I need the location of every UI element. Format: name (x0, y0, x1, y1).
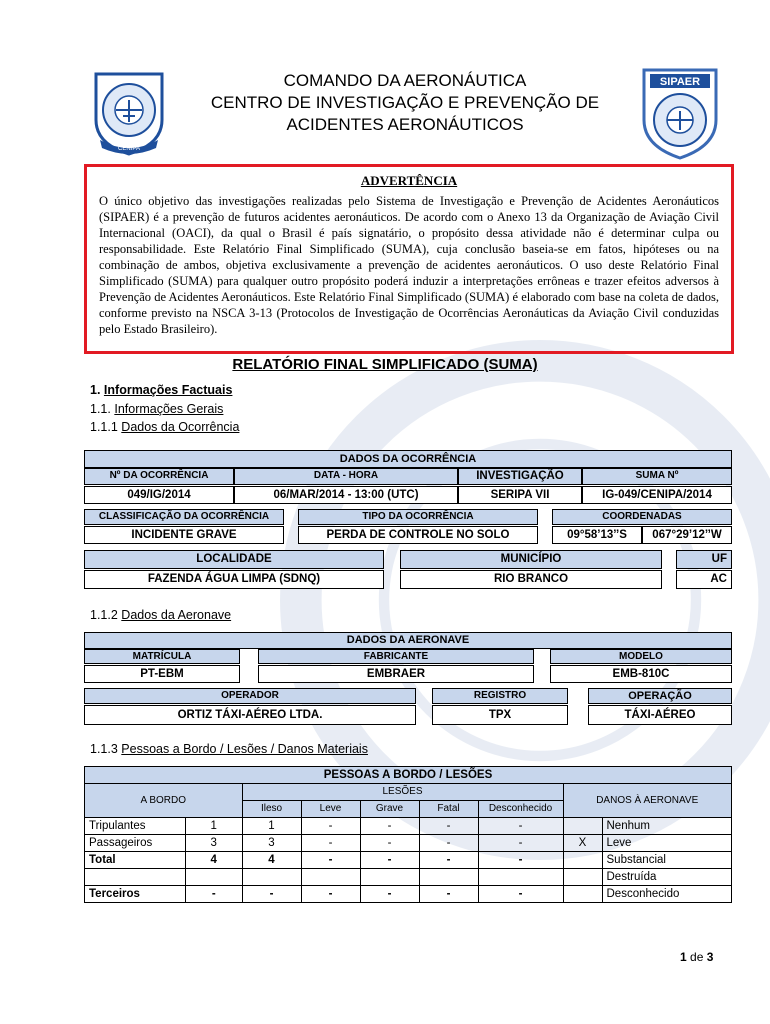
label-record: REGISTRO (432, 688, 568, 704)
table-cell: Total (85, 852, 186, 869)
table-row (85, 886, 732, 903)
aircraft-band: DADOS DA AERONAVE (84, 632, 732, 649)
table-row (85, 869, 732, 886)
aircraft-operation: TÁXI-AÉREO (588, 705, 732, 725)
people-table (84, 766, 732, 903)
label-occurrence-number: Nº DA OCORRÊNCIA (84, 468, 234, 485)
cenipa-logo (92, 70, 166, 156)
label-uf: UF (676, 550, 732, 569)
table-cell (301, 869, 360, 886)
label-occurrence-type: TIPO DA OCORRÊNCIA (298, 509, 538, 525)
table-cell (360, 869, 419, 886)
table-cell (563, 869, 602, 886)
table-cell: - (360, 818, 419, 835)
warning-title: ADVERTÊNCIA (360, 173, 458, 188)
table-cell (563, 818, 602, 835)
label-on-board: A BORDO (85, 784, 243, 818)
section-1: 1. Informações Factuais (90, 383, 233, 397)
table-cell: Tripulantes (85, 818, 186, 835)
occurrence-uf: AC (676, 570, 732, 589)
label-classification: CLASSIFICAÇÃO DA OCORRÊNCIA (84, 509, 284, 525)
label-operation: OPERAÇÃO (588, 688, 732, 704)
table-cell: Substancial (602, 852, 732, 869)
table-row (85, 835, 732, 852)
table-cell: - (360, 835, 419, 852)
occurrence-number: 049/IG/2014 (84, 486, 234, 504)
table-cell (563, 852, 602, 869)
table-cell: - (478, 818, 563, 835)
table-cell: - (419, 835, 478, 852)
col-leve: Leve (301, 801, 360, 818)
coordinate-longitude: 067°29’12’’W (642, 526, 732, 544)
table-cell: Leve (602, 835, 732, 852)
col-grave: Grave (360, 801, 419, 818)
table-cell: - (478, 886, 563, 903)
table-cell: Passageiros (85, 835, 186, 852)
col-desconhecido: Desconhecido (478, 801, 563, 818)
label-coordinates: COORDENADAS (552, 509, 732, 525)
table-cell: - (301, 852, 360, 869)
occurrence-location: FAZENDA ÁGUA LIMPA (SDNQ) (84, 570, 384, 589)
section-1-1-1-title: Dados da Ocorrência (121, 420, 240, 434)
aircraft-registration: PT-EBM (84, 665, 240, 683)
label-date-time: DATA - HORA (234, 468, 458, 485)
label-registration: MATRÍCULA (84, 649, 240, 664)
table-cell: - (301, 835, 360, 852)
table-cell: 3 (186, 835, 243, 852)
occurrence-date-time: 06/MAR/2014 - 13:00 (UTC) (234, 486, 458, 504)
label-injuries: LESÕES (242, 784, 563, 801)
table-cell: - (419, 852, 478, 869)
aircraft-operator: ORTIZ TÁXI-AÉREO LTDA. (84, 705, 416, 725)
warning-box (84, 164, 734, 354)
table-cell: Desconhecido (602, 886, 732, 903)
section-1-1-2: 1.1.2 Dados da Aeronave (90, 608, 232, 622)
section-1-1-title: Informações Gerais (114, 402, 224, 416)
table-cell (186, 869, 243, 886)
table-row (85, 852, 732, 869)
section-1-title: Informações Factuais (103, 383, 233, 397)
label-manufacturer: FABRICANTE (258, 649, 534, 664)
sipaer-logo (640, 66, 720, 160)
document-header (180, 70, 630, 136)
table-cell (419, 869, 478, 886)
col-ileso: Ileso (242, 801, 301, 818)
table-cell: - (419, 818, 478, 835)
table-cell: 1 (242, 818, 301, 835)
table-cell (563, 886, 602, 903)
table-cell: - (301, 818, 360, 835)
occurrence-investigation: SERIPA VII (458, 486, 582, 504)
occurrence-type: PERDA DE CONTROLE NO SOLO (298, 526, 538, 544)
occurrence-municipality: RIO BRANCO (400, 570, 662, 589)
section-1-1-2-title: Dados da Aeronave (121, 608, 232, 622)
table-cell: 1 (186, 818, 243, 835)
svg-text:CENIPA: CENIPA (118, 146, 140, 152)
table-cell (478, 869, 563, 886)
label-aircraft-damage: DANOS À AERONAVE (563, 784, 732, 818)
coordinate-latitude: 09°58’13’’S (552, 526, 642, 544)
header-line-3: ACIDENTES AERONÁUTICOS (286, 115, 524, 134)
aircraft-manufacturer: EMBRAER (258, 665, 534, 683)
table-cell: - (242, 886, 301, 903)
table-cell: - (301, 886, 360, 903)
table-cell: X (563, 835, 602, 852)
section-1-1: 1.1. Informações Gerais (90, 402, 224, 416)
table-cell (85, 869, 186, 886)
section-1-1-1: 1.1.1 Dados da Ocorrência (90, 420, 240, 434)
label-model: MODELO (550, 649, 732, 664)
col-fatal: Fatal (419, 801, 478, 818)
label-location: LOCALIDADE (84, 550, 384, 569)
table-cell: - (360, 886, 419, 903)
header-line-2: CENTRO DE INVESTIGAÇÃO E PREVENÇÃO DE (210, 93, 600, 112)
occurrence-suma: IG-049/CENIPA/2014 (582, 486, 732, 504)
header-line-1: COMANDO DA AERONÁUTICA (283, 71, 527, 90)
label-municipality: MUNICÍPIO (400, 550, 662, 569)
aircraft-record: TPX (432, 705, 568, 725)
table-cell: - (360, 852, 419, 869)
table-cell: Destruída (602, 869, 732, 886)
label-operator: OPERADOR (84, 688, 416, 704)
section-1-1-3-title: Pessoas a Bordo / Lesões / Danos Materiais (121, 742, 368, 756)
table-cell: 4 (242, 852, 301, 869)
aircraft-model: EMB-810C (550, 665, 732, 683)
table-cell: Nenhum (602, 818, 732, 835)
table-cell: 4 (186, 852, 243, 869)
table-cell: 3 (242, 835, 301, 852)
table-cell: - (478, 852, 563, 869)
label-investigation: INVESTIGAÇÃO (458, 468, 582, 485)
occurrence-band: DADOS DA OCORRÊNCIA (84, 450, 732, 468)
svg-text:SIPAER: SIPAER (659, 76, 701, 88)
report-title: RELATÓRIO FINAL SIMPLIFICADO (SUMA) (232, 356, 538, 373)
occurrence-classification: INCIDENTE GRAVE (84, 526, 284, 544)
table-cell (242, 869, 301, 886)
table-cell: - (186, 886, 243, 903)
people-band: PESSOAS A BORDO / LESÕES (85, 767, 732, 784)
warning-body: O único objetivo das investigações realizadas pelo Sistema de Investigação e Prevenção de Acidentes Aeronáuticos (SIPAER) é a prevenção de futuros acidentes aeronáuticos. De acordo com o Anexo 13 da Organização de Aviação Civil Internacional (OACI), da qual o Brasil é país signatário, o propósito dessa atividade não é determinar culpa ou responsabilidade. Este Relatório Final Simplificado (SUMA), cuja conclusão baseia-se em fatos, hipóteses ou na combinação de ambos, objetiva exclusivamente a prevenção de acidentes aeronáuticos. O uso deste Relatório Final Simplificado (SUMA) para qualquer outro propósito poderá induzir a interpretações errôneas e trazer efeitos adversos à Prevenção de Acidentes Aeronáuticos. Este Relatório Final Simplificado (SUMA) é elaborado com base na coleta de dados, conforme previsto na NSCA 3-13 (Protocolos de Investigação de Ocorrências Aeronáuticas da Aviação Civil conduzidas pelo Estado Brasileiro). (99, 194, 719, 336)
table-cell: - (419, 886, 478, 903)
label-suma: SUMA Nº (582, 468, 732, 485)
table-cell: Terceiros (85, 886, 186, 903)
table-row (85, 818, 732, 835)
table-cell: - (478, 835, 563, 852)
section-1-1-3: 1.1.3 Pessoas a Bordo / Lesões / Danos Materiais (90, 742, 368, 756)
page-number: 1 de 3 (680, 950, 714, 964)
